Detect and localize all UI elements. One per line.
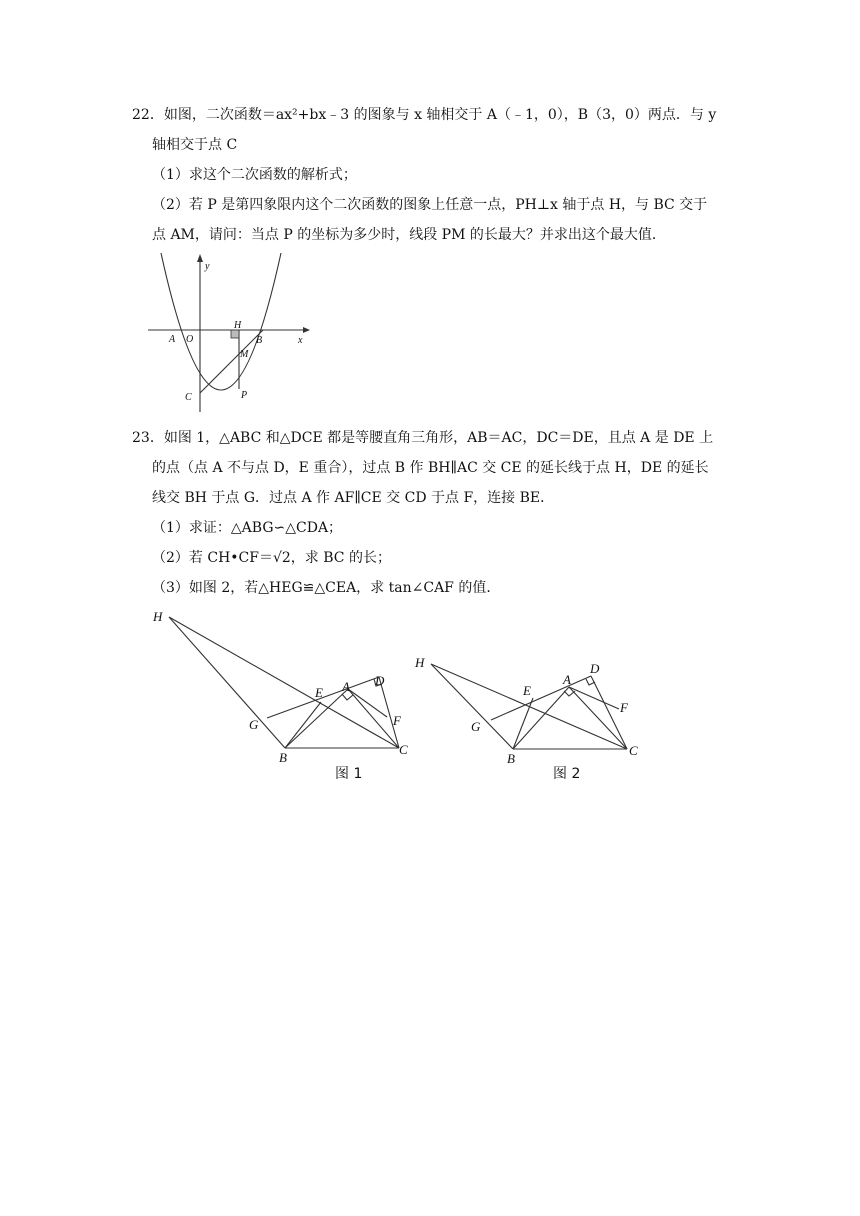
fig1-label-h: H xyxy=(153,609,163,624)
fig1-label-f: F xyxy=(393,713,401,728)
q23-line1: 23．如图 1，△ABC 和△DCE 都是等腰直角三角形，AB＝AC，DC＝DE，且点 A 是 DE 上 xyxy=(132,430,714,446)
fig2-label-g: G xyxy=(471,719,481,734)
fig2-label-d: D xyxy=(590,661,600,676)
fig2-label-c: C xyxy=(629,743,638,758)
line-bc xyxy=(200,330,263,393)
segment-hc xyxy=(431,664,627,749)
segment-gd xyxy=(491,676,591,720)
right-angle-a xyxy=(564,691,575,696)
segment-ac xyxy=(569,687,627,749)
fig1-label-a: A xyxy=(342,679,350,694)
segment-hb xyxy=(169,617,285,748)
fig1-label-g: G xyxy=(249,717,259,732)
label-h: H xyxy=(234,320,242,331)
fig2-label-a: A xyxy=(563,672,571,687)
fig1-caption: 图 1 xyxy=(335,766,363,782)
label-m: M xyxy=(240,349,249,360)
label-b: B xyxy=(256,335,263,346)
label-c: C xyxy=(185,392,192,403)
segment-hb xyxy=(431,664,513,749)
q22-line1: 22．如图，二次函数＝ax²+bx﹣3 的图象与 x 轴相交于 A（﹣1，0），B（3，0）两点．与 y xyxy=(132,107,717,123)
q23-part2: （2）若 CH•CF＝√2，求 BC 的长； xyxy=(152,550,391,566)
label-p: P xyxy=(241,390,248,401)
fig1-label-c: C xyxy=(399,742,408,757)
segment-af xyxy=(348,689,387,717)
q22-part1: （1）求这个二次函数的解析式； xyxy=(152,167,357,183)
label-x: x xyxy=(298,335,303,346)
q23-line2: 的点（点 A 不与点 D，E 重合），过点 B 作 BH∥AC 交 CE 的延长线于点 H，DE 的延长 xyxy=(152,460,709,476)
right-angle-marker xyxy=(231,330,239,338)
label-o: O xyxy=(186,334,194,345)
fig2-label-e: E xyxy=(523,683,531,698)
q22-line2: 轴相交于点 C xyxy=(152,137,238,153)
q23-part1: （1）求证：△ABG∽△CDA； xyxy=(152,520,343,536)
q22-parabola-figure xyxy=(145,250,315,420)
fig1-label-b: B xyxy=(279,750,287,765)
fig1-label-d: D xyxy=(375,673,385,688)
segment-ac xyxy=(348,689,399,748)
fig2-caption: 图 2 xyxy=(553,766,581,782)
segment-ab xyxy=(513,687,569,749)
fig1-label-e: E xyxy=(315,685,323,700)
parabola-curve xyxy=(161,253,281,390)
q23-figure-1 xyxy=(145,605,415,790)
fig2-label-f: F xyxy=(620,700,628,715)
label-a: A xyxy=(169,334,176,345)
q23-figure-2 xyxy=(405,645,655,790)
q22-part2a: （2）若 P 是第四象限内这个二次函数的图象上任意一点，PH⊥x 轴于点 H，与 BC 交于 xyxy=(152,197,708,213)
label-y: y xyxy=(205,261,210,272)
fig2-label-h: H xyxy=(415,655,425,670)
right-angle-a xyxy=(342,694,353,700)
x-axis-arrow xyxy=(303,327,310,333)
fig2-label-b: B xyxy=(507,751,515,766)
segment-af xyxy=(569,687,619,709)
y-axis-arrow xyxy=(197,254,203,262)
q22-part2b: 点 AM，请问：当点 P 的坐标为多少时，线段 PM 的长最大？并求出这个最大值． xyxy=(152,227,666,243)
q23-line3: 线交 BH 于点 G．过点 A 作 AF∥CE 交 CD 于点 F，连接 BE． xyxy=(152,490,555,506)
q23-part3: （3）如图 2，若△HEG≌△CEA，求 tan∠CAF 的值． xyxy=(152,580,501,596)
